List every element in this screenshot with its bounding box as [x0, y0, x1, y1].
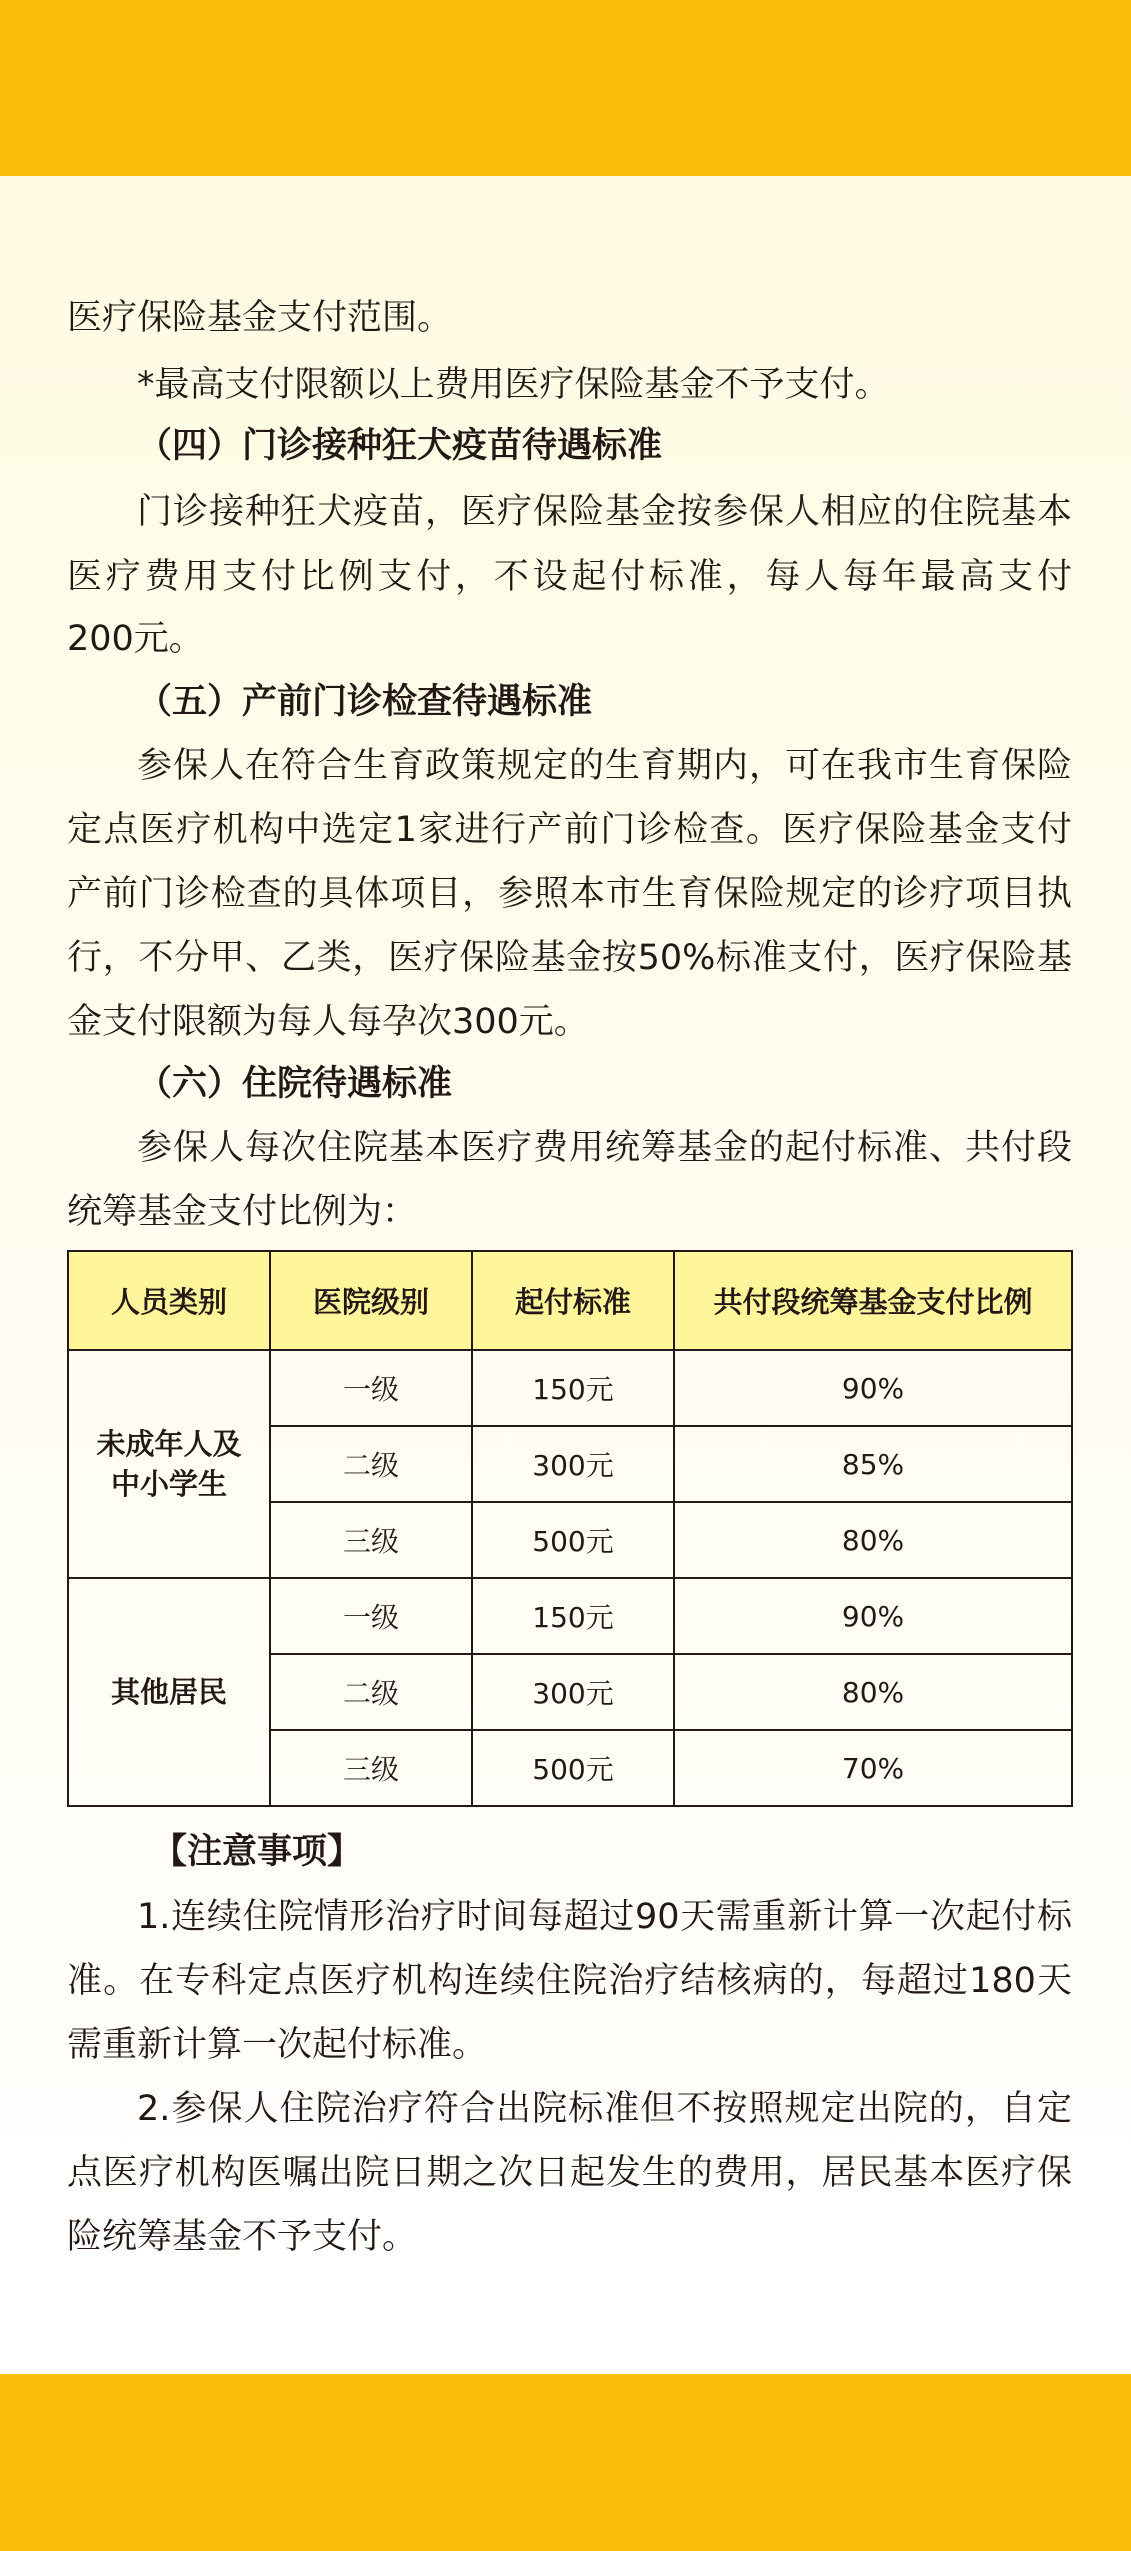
category-minors: [68, 1350, 270, 1578]
cell-ratio: 70%: [674, 1730, 1072, 1806]
cell-deductible: 500元: [472, 1502, 674, 1578]
cell-level: 三级: [270, 1502, 472, 1578]
paragraph-line: 参保人每次住院基本医疗费用统筹基金的起付标准、共付段: [137, 1128, 1072, 1168]
cell-level: 二级: [270, 1654, 472, 1730]
paragraph-line: 定点医疗机构中选定1家进行产前门诊检查。医疗保险基金支付: [67, 810, 1072, 850]
paragraph-line: 医疗保险基金支付范围。: [67, 298, 453, 338]
cell-deductible: 500元: [472, 1730, 674, 1806]
note-line: 点医疗机构医嘱出院日期之次日起发生的费用，居民基本医疗保: [67, 2153, 1072, 2193]
paragraph-line: 医疗费用支付比例支付，不设起付标准，每人每年最高支付: [67, 557, 1072, 597]
table-row: [68, 1350, 1072, 1426]
cell-level: 二级: [270, 1426, 472, 1502]
note-line: 准。在专科定点医疗机构连续住院治疗结核病的，每超过180天: [67, 1961, 1072, 2001]
table-header-row: [68, 1251, 1072, 1350]
cell-level: 一级: [270, 1578, 472, 1654]
cell-ratio: 90%: [674, 1350, 1072, 1426]
cell-ratio: 85%: [674, 1426, 1072, 1502]
cell-ratio: 80%: [674, 1654, 1072, 1730]
paragraph-line: 200元。: [67, 619, 204, 659]
header-person-category: 人员类别: [68, 1251, 270, 1350]
header-pay-ratio: 共付段统筹基金支付比例: [674, 1251, 1072, 1350]
note-line: 1.连续住院情形治疗时间每超过90天需重新计算一次起付标: [137, 1897, 1072, 1937]
section-heading-5: （五）产前门诊检查待遇标准: [137, 682, 593, 722]
category-label: 未成年人及: [96, 1427, 242, 1461]
section-heading-4: （四）门诊接种狂犬疫苗待遇标准: [137, 426, 663, 466]
header-hospital-level: 医院级别: [270, 1251, 472, 1350]
header-deductible: 起付标准: [472, 1251, 674, 1350]
paragraph-line: 产前门诊检查的具体项目，参照本市生育保险规定的诊疗项目执: [67, 874, 1072, 914]
note-line: 需重新计算一次起付标准。: [67, 2025, 488, 2065]
paragraph-line: 金支付限额为每人每孕次300元。: [67, 1002, 589, 1042]
paragraph-line: 参保人在符合生育政策规定的生育期内，可在我市生育保险: [137, 746, 1072, 786]
hospitalization-rate-table: [67, 1250, 1073, 1807]
table-row: [68, 1578, 1072, 1654]
note-line: 险统筹基金不予支付。: [67, 2217, 418, 2257]
notes-heading: 【注意事项】: [152, 1832, 363, 1872]
top-color-band: [0, 0, 1131, 176]
cell-level: 三级: [270, 1730, 472, 1806]
section-heading-6: （六）住院待遇标准: [137, 1064, 453, 1104]
cell-ratio: 90%: [674, 1578, 1072, 1654]
cell-level: 一级: [270, 1350, 472, 1426]
note-line: 2.参保人住院治疗符合出院标准但不按照规定出院的，自定: [137, 2089, 1072, 2129]
note-max-limit: *最高支付限额以上费用医疗保险基金不予支付。: [137, 365, 890, 405]
cell-deductible: 150元: [472, 1350, 674, 1426]
category-label: 中小学生: [110, 1467, 227, 1501]
cell-deductible: 300元: [472, 1426, 674, 1502]
paragraph-line: 行，不分甲、乙类，医疗保险基金按50%标准支付，医疗保险基: [67, 938, 1072, 978]
cell-deductible: 300元: [472, 1654, 674, 1730]
paragraph-line: 统筹基金支付比例为：: [67, 1192, 418, 1232]
category-label: 其他居民: [110, 1675, 227, 1709]
cell-deductible: 150元: [472, 1578, 674, 1654]
cell-ratio: 80%: [674, 1502, 1072, 1578]
bottom-color-band: [0, 2374, 1131, 2551]
category-other-residents: [68, 1578, 270, 1806]
paragraph-line: 门诊接种狂犬疫苗，医疗保险基金按参保人相应的住院基本: [137, 492, 1072, 532]
